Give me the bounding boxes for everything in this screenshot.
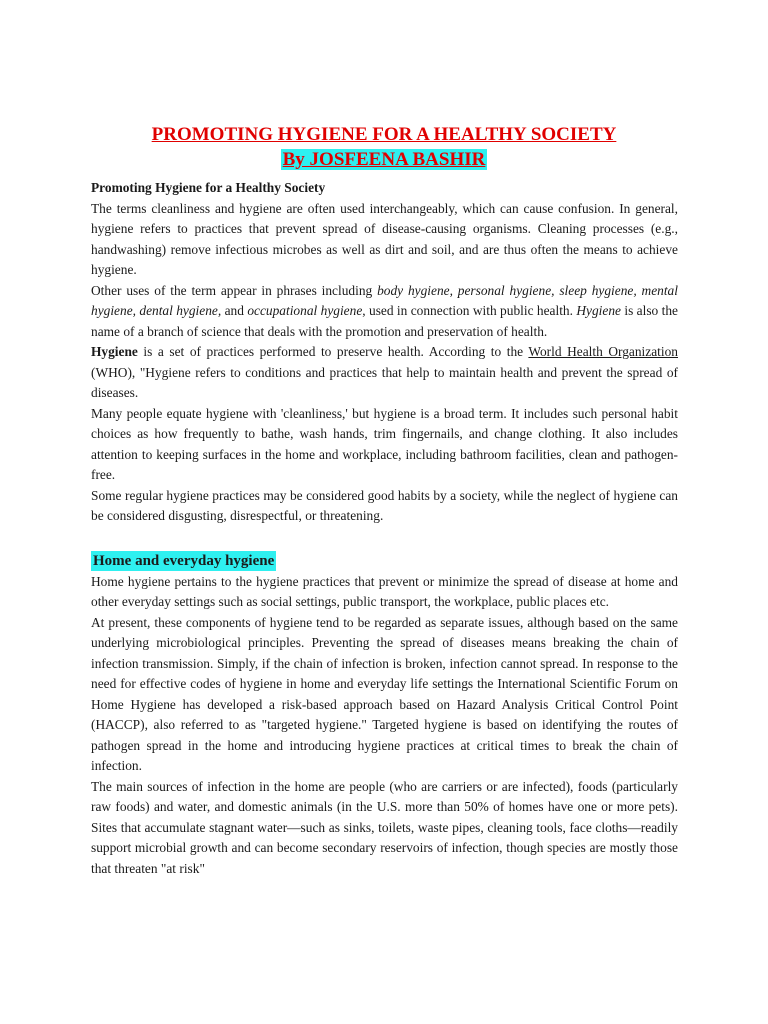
paragraph-intro: The terms cleanliness and hygiene are often used interchangeably, which can cause confusion. In general, hygiene refers to practices that prevent spread of disease-causing organisms. Cleaning processes (e.g., handwashing) remove infectious microbes as well as dirt and soil, and are thus often the means to achieve hygiene. <box>91 200 678 277</box>
author-highlight: By JOSFEENA BASHIR <box>282 149 486 170</box>
paragraph-who: Hygiene is a set of practices performed to preserve health. According to the World Health Organization (WHO), "Hygiene refers to conditions and practices that help to maintain health and prevent the spread of diseases. <box>91 344 678 400</box>
who-link[interactable]: World Health Organization <box>528 344 678 359</box>
section-gap <box>91 527 678 551</box>
section-heading: Home and everyday hygiene <box>93 552 275 569</box>
paragraph-home-hygiene: Home hygiene pertains to the hygiene practices that prevent or minimize the spread of disease at home and other everyday settings such as social settings, public transport, the workplace, public places etc. <box>91 573 678 609</box>
document-title: PROMOTING HYGIENE FOR A HEALTHY SOCIETY <box>151 124 617 145</box>
subheading: Promoting Hygiene for a Healthy Society <box>91 180 326 195</box>
author-line <box>0 148 768 172</box>
paragraph-cleanliness: Many people equate hygiene with 'cleanliness,' but hygiene is a broad term. It includes such personal habit choices as how frequently to bathe, wash hands, trim fingernails, and change clothing. It also includes attention to keeping surfaces in the home and workplace, including bathroom facilities, clean and pathogen-free. <box>91 405 678 482</box>
document-body <box>91 178 678 879</box>
paragraph-uses: Other uses of the term appear in phrases including body hygiene, personal hygiene, sleep hygiene, mental hygiene, dental hygiene, and occupational hygiene, used in connection with public health. Hygiene is also the name of a branch of science that deals with the promotion and preservation of health. <box>91 282 678 339</box>
paragraph-infection-sources: The main sources of infection in the home are people (who are carriers or are infected), foods (particularly raw foods) and water, and domestic animals (in the U.S. more than 50% of homes have one or more pets). Sites that accumulate stagnant water—such as sinks, toilets, waste pipes, cleaning tools, face cloths—readily support microbial growth and can become secondary reservoirs of infection, though species are mostly those that threaten "at risk" <box>91 778 678 876</box>
paragraph-targeted-hygiene: At present, these components of hygiene tend to be regarded as separate issues, although based on the same underlying microbiological principles. Preventing the spread of diseases means breaking the chain of infection transmission. Simply, if the chain of infection is broken, infection cannot spread. In response to the need for effective codes of hygiene in home and everyday life settings the International Scientific Forum on Home Hygiene has developed a risk-based approach based on Hazard Analysis Critical Control Point (HACCP), also referred to as "targeted hygiene." Targeted hygiene is based on identifying the routes of pathogen spread in the home and introducing hygiene practices at critical times to break the chain of infection. <box>91 614 678 773</box>
paragraph-habits: Some regular hygiene practices may be considered good habits by a society, while the neglect of hygiene can be considered disgusting, disrespectful, or threatening. <box>91 487 678 523</box>
